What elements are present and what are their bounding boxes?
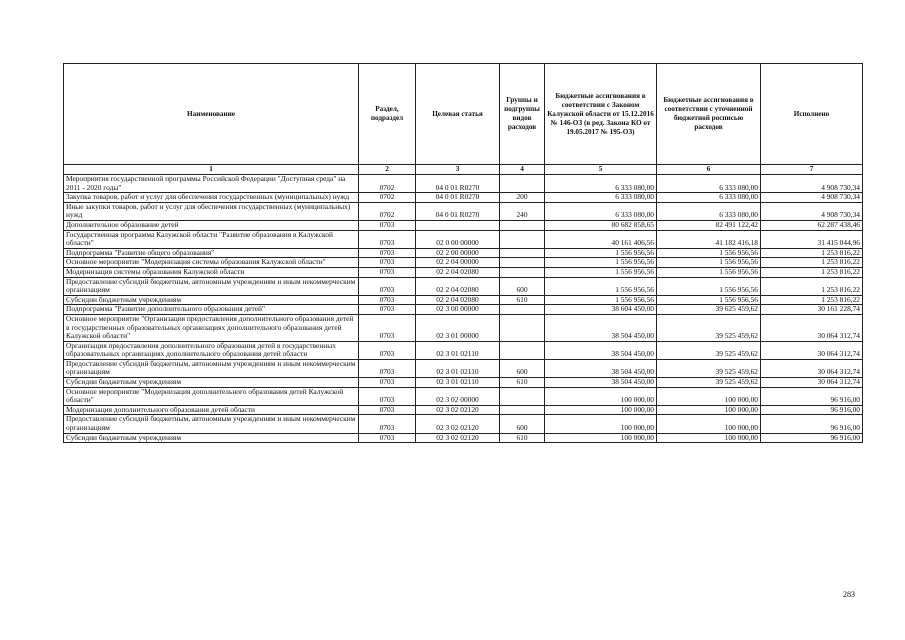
row-law: 1 556 956,56 <box>545 277 657 295</box>
table-row <box>64 415 863 433</box>
row-target: 02 3 02 02120 <box>416 415 500 433</box>
row-name: Модернизация системы образования Калужской области <box>64 267 359 277</box>
colnum-2: 2 <box>359 165 416 175</box>
column-number-row <box>64 165 863 175</box>
row-executed: 4 908 730,34 <box>761 202 863 220</box>
page-number: 283 <box>843 590 855 599</box>
header-section: Раздел, подраздел <box>359 64 416 165</box>
row-refined: 1 556 956,56 <box>657 295 761 305</box>
table-row <box>64 433 863 443</box>
row-executed: 96 916,00 <box>761 387 863 405</box>
colnum-1: 1 <box>64 165 359 175</box>
table-row <box>64 341 863 359</box>
row-name: Субсидии бюджетным учреждениям <box>64 433 359 443</box>
row-target: 02 3 02 00000 <box>416 387 500 405</box>
row-target: 02 3 01 02110 <box>416 359 500 377</box>
colnum-6: 6 <box>657 165 761 175</box>
row-refined: 100 000,00 <box>657 415 761 433</box>
row-executed: 1 253 816,22 <box>761 295 863 305</box>
row-group <box>500 305 545 315</box>
row-executed: 1 253 816,22 <box>761 267 863 277</box>
table-row <box>64 295 863 305</box>
row-name: Дополнительное образование детей <box>64 220 359 230</box>
row-section: 0703 <box>359 405 416 415</box>
row-name: Подпрограмма "Развитие дополнительного образования детей" <box>64 305 359 315</box>
row-group <box>500 341 545 359</box>
row-name: Основное мероприятие "Модернизация дополнительного образования детей Калужской области" <box>64 387 359 405</box>
row-law: 1 556 956,56 <box>545 248 657 258</box>
row-name: Предоставление субсидий бюджетным, автономным учреждениям и иным некоммерческим организациям <box>64 415 359 433</box>
row-name: Модернизация дополнительного образования детей области <box>64 405 359 415</box>
header-target: Целевая статья <box>416 64 500 165</box>
header-refined: Бюджетные ассигнования в соответствии с уточненной бюджетной росписью расходов <box>657 64 761 165</box>
row-name: Субсидии бюджетным учреждениям <box>64 295 359 305</box>
table-row <box>64 220 863 230</box>
row-executed: 96 916,00 <box>761 405 863 415</box>
row-refined: 1 556 956,56 <box>657 248 761 258</box>
row-target: 02 3 01 02110 <box>416 341 500 359</box>
row-section: 0703 <box>359 220 416 230</box>
row-section: 0703 <box>359 277 416 295</box>
row-group <box>500 405 545 415</box>
row-group <box>500 258 545 268</box>
row-section: 0703 <box>359 305 416 315</box>
row-law: 38 504 450,00 <box>545 378 657 388</box>
row-executed: 1 253 816,22 <box>761 248 863 258</box>
row-section: 0702 <box>359 202 416 220</box>
row-name: Основное мероприятие "Организация предоставления дополнительного образования детей в государственных образовательных организациях дополнительного образования детей Калужской области" <box>64 314 359 341</box>
row-group: 600 <box>500 277 545 295</box>
row-group: 600 <box>500 359 545 377</box>
table-row <box>64 305 863 315</box>
row-section: 0703 <box>359 295 416 305</box>
row-law: 6 333 080,00 <box>545 202 657 220</box>
row-executed: 62 287 438,46 <box>761 220 863 230</box>
header-group: Группы и подгруппы видов расходов <box>500 64 545 165</box>
row-group <box>500 248 545 258</box>
row-target: 02 3 01 02110 <box>416 378 500 388</box>
row-executed: 96 916,00 <box>761 433 863 443</box>
row-refined: 100 000,00 <box>657 433 761 443</box>
row-law: 6 333 080,00 <box>545 175 657 193</box>
row-group <box>500 314 545 341</box>
row-target: 02 2 04 02080 <box>416 277 500 295</box>
row-executed: 30 064 312,74 <box>761 359 863 377</box>
row-target: 02 3 00 00000 <box>416 305 500 315</box>
row-name: Закупка товаров, работ и услуг для обеспечения государственных (муниципальных) нужд <box>64 193 359 203</box>
row-group <box>500 387 545 405</box>
row-target: 02 2 04 02080 <box>416 267 500 277</box>
row-law: 38 504 450,00 <box>545 341 657 359</box>
row-section: 0702 <box>359 193 416 203</box>
row-target: 04 0 01 R0270 <box>416 193 500 203</box>
row-group <box>500 220 545 230</box>
row-name: Мероприятия государственной программы Российской Федерации "Доступная среда" на 2011 - 2020 годы" <box>64 175 359 193</box>
table-row <box>64 314 863 341</box>
row-name: Подпрограмма "Развитие общего образования" <box>64 248 359 258</box>
row-law: 100 000,00 <box>545 415 657 433</box>
row-executed: 4 908 730,34 <box>761 193 863 203</box>
row-refined: 39 625 459,62 <box>657 305 761 315</box>
row-refined: 39 525 459,62 <box>657 341 761 359</box>
row-refined: 41 182 416,18 <box>657 230 761 248</box>
row-section: 0703 <box>359 230 416 248</box>
table-row <box>64 248 863 258</box>
row-refined: 6 333 080,00 <box>657 175 761 193</box>
row-group: 600 <box>500 415 545 433</box>
row-group <box>500 230 545 248</box>
row-name: Предоставление субсидий бюджетным, автономным учреждениям и иным некоммерческим организациям <box>64 359 359 377</box>
row-section: 0703 <box>359 267 416 277</box>
row-target: 02 3 01 00000 <box>416 314 500 341</box>
header-executed: Исполнено <box>761 64 863 165</box>
colnum-7: 7 <box>761 165 863 175</box>
row-section: 0703 <box>359 387 416 405</box>
row-section: 0703 <box>359 359 416 377</box>
row-executed: 1 253 816,22 <box>761 277 863 295</box>
row-refined: 82 491 122,42 <box>657 220 761 230</box>
row-refined: 39 525 459,62 <box>657 314 761 341</box>
row-target: 04 0 01 R0270 <box>416 175 500 193</box>
row-law: 1 556 956,56 <box>545 267 657 277</box>
row-executed: 30 064 312,74 <box>761 378 863 388</box>
table-row <box>64 193 863 203</box>
header-name: Наименование <box>64 64 359 165</box>
row-executed: 30 064 312,74 <box>761 341 863 359</box>
colnum-4: 4 <box>500 165 545 175</box>
budget-table <box>63 63 863 443</box>
table-row <box>64 202 863 220</box>
row-group <box>500 267 545 277</box>
row-refined: 100 000,00 <box>657 387 761 405</box>
row-group: 200 <box>500 193 545 203</box>
row-target: 02 3 02 02120 <box>416 433 500 443</box>
row-target: 02 2 00 00000 <box>416 248 500 258</box>
row-section: 0703 <box>359 258 416 268</box>
row-law: 1 556 956,56 <box>545 295 657 305</box>
row-section: 0703 <box>359 314 416 341</box>
header-row <box>64 64 863 165</box>
row-law: 100 000,00 <box>545 387 657 405</box>
row-refined: 39 525 459,62 <box>657 359 761 377</box>
row-law: 40 161 406,56 <box>545 230 657 248</box>
row-name: Государственная программа Калужской области "Развитие образования в Калужской области" <box>64 230 359 248</box>
row-refined: 1 556 956,56 <box>657 267 761 277</box>
row-section: 0703 <box>359 378 416 388</box>
row-target: 02 2 04 00000 <box>416 258 500 268</box>
row-group <box>500 175 545 193</box>
row-law: 38 504 450,00 <box>545 314 657 341</box>
row-executed: 4 908 730,34 <box>761 175 863 193</box>
row-refined: 6 333 080,00 <box>657 202 761 220</box>
row-target: 02 2 04 02080 <box>416 295 500 305</box>
row-name: Предоставление субсидий бюджетным, автономным учреждениям и иным некоммерческим организациям <box>64 277 359 295</box>
row-section: 0703 <box>359 415 416 433</box>
row-law: 100 000,00 <box>545 405 657 415</box>
row-executed: 31 415 044,96 <box>761 230 863 248</box>
row-name: Основное мероприятие "Модернизация системы образования Калужской области" <box>64 258 359 268</box>
row-name: Иные закупки товаров, работ и услуг для обеспечения государственных (муниципальных) нужд <box>64 202 359 220</box>
row-refined: 39 525 459,62 <box>657 378 761 388</box>
colnum-5: 5 <box>545 165 657 175</box>
row-executed: 30 064 312,74 <box>761 314 863 341</box>
row-law: 6 333 080,00 <box>545 193 657 203</box>
row-group: 240 <box>500 202 545 220</box>
row-target <box>416 220 500 230</box>
row-refined: 1 556 956,56 <box>657 258 761 268</box>
row-executed: 96 916,00 <box>761 415 863 433</box>
header-law: Бюджетные ассигнования в соответствии с Законом Калужской области от 15.12.2016 № 146-ОЗ (в ред. Закона КО от 19.05.2017 № 195-ОЗ) <box>545 64 657 165</box>
row-target: 02 0 00 00000 <box>416 230 500 248</box>
row-law: 1 556 956,56 <box>545 258 657 268</box>
row-section: 0702 <box>359 175 416 193</box>
row-executed: 30 161 228,74 <box>761 305 863 315</box>
row-law: 80 682 858,65 <box>545 220 657 230</box>
table-row <box>64 230 863 248</box>
colnum-3: 3 <box>416 165 500 175</box>
row-law: 38 504 450,00 <box>545 359 657 377</box>
row-section: 0703 <box>359 341 416 359</box>
row-section: 0703 <box>359 248 416 258</box>
table-row <box>64 175 863 193</box>
row-group: 610 <box>500 378 545 388</box>
table-row <box>64 387 863 405</box>
table-body <box>64 175 863 443</box>
table-row <box>64 378 863 388</box>
row-refined: 6 333 080,00 <box>657 193 761 203</box>
table-row <box>64 405 863 415</box>
row-group: 610 <box>500 295 545 305</box>
row-target: 04 0 01 R0270 <box>416 202 500 220</box>
table-row <box>64 359 863 377</box>
row-target: 02 3 02 02120 <box>416 405 500 415</box>
row-refined: 100 000,00 <box>657 405 761 415</box>
table-row <box>64 258 863 268</box>
row-executed: 1 253 816,22 <box>761 258 863 268</box>
row-name: Субсидии бюджетным учреждениям <box>64 378 359 388</box>
row-law: 100 000,00 <box>545 433 657 443</box>
row-law: 38 604 450,00 <box>545 305 657 315</box>
row-refined: 1 556 956,56 <box>657 277 761 295</box>
row-name: Организация предоставления дополнительного образования детей в государственных образовательных организациях дополнительного образования детей области <box>64 341 359 359</box>
table-row <box>64 267 863 277</box>
row-group: 610 <box>500 433 545 443</box>
table-row <box>64 277 863 295</box>
row-section: 0703 <box>359 433 416 443</box>
